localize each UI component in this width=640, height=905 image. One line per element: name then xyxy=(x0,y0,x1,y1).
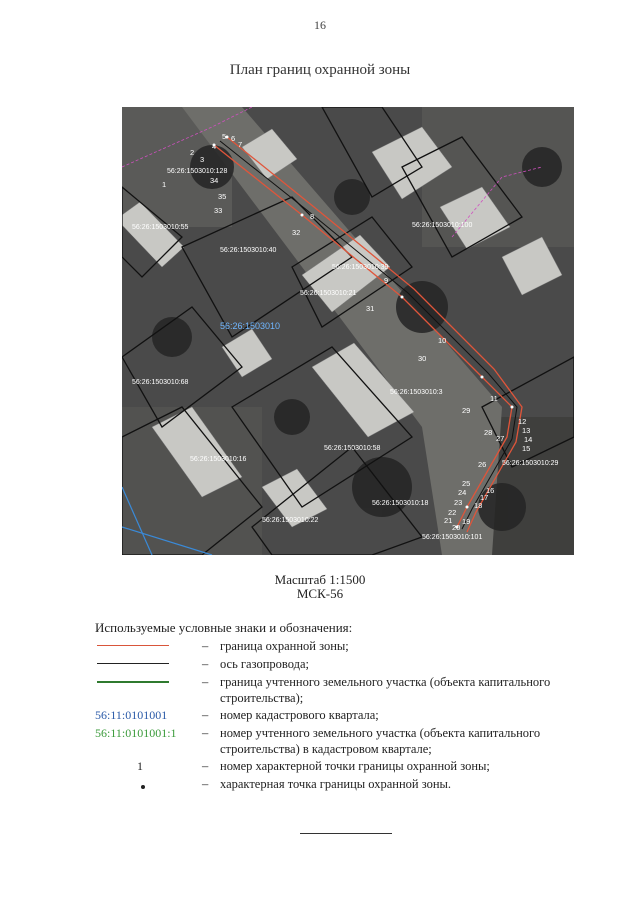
legend xyxy=(95,638,595,794)
aerial-map xyxy=(122,107,574,555)
point-label: 16 xyxy=(486,486,495,495)
legend-row-point-marker: – характерная точка границы охранной зоны. xyxy=(95,776,595,793)
point-label: 33 xyxy=(214,206,223,215)
map-svg xyxy=(122,107,574,555)
point-label: 24 xyxy=(458,488,467,497)
parcel-label: 56:26:1503010:21 xyxy=(300,290,357,297)
point-label: 13 xyxy=(522,426,531,435)
parcel-label: 56:26:1503010:58 xyxy=(324,445,381,452)
point-number-sample: 1 xyxy=(137,759,143,773)
point-label: 15 xyxy=(522,444,531,453)
legend-desc: номер учтенного земельного участка (объекта капитального строительства) в кадастровом квартале; xyxy=(220,726,541,756)
page-number: 16 xyxy=(314,18,326,32)
legend-title: Используемые условные знаки и обозначения: xyxy=(95,620,353,635)
legend-desc: номер характерной точки границы охранной зоны; xyxy=(220,759,490,773)
point-label: 19 xyxy=(462,517,471,526)
point-label: 20 xyxy=(452,523,461,532)
legend-row-parcel-boundary: – граница учтенного земельного участка (объекта капитального строительства); xyxy=(95,674,595,706)
parcel-label: 56:26:1503010:3 xyxy=(390,389,443,396)
parcel-label: 56:26:1503010:39 xyxy=(332,264,389,271)
point-label: 35 xyxy=(218,192,227,201)
point-label: 27 xyxy=(496,434,505,443)
point-label: 25 xyxy=(462,479,471,488)
parcel-label: 56:26:1503010:68 xyxy=(132,379,189,386)
point-label: 17 xyxy=(480,493,489,502)
legend-row-point-number: 1 – номер характерной точки границы охранной зоны; xyxy=(95,758,595,775)
point-label: 21 xyxy=(444,516,453,525)
dot-symbol xyxy=(95,776,175,792)
scale-block xyxy=(0,573,640,601)
parcel-label: 56:26:1503010:128 xyxy=(167,168,228,175)
parcel-label: 56:26:1503010:101 xyxy=(422,534,483,541)
point-label: 32 xyxy=(292,228,301,237)
scale-ratio: Масштаб 1:1500 xyxy=(274,572,366,587)
point-label: 22 xyxy=(448,508,457,517)
point-label: 2 xyxy=(190,148,195,157)
point-label: 34 xyxy=(210,176,219,185)
point-label: 6 xyxy=(231,134,236,143)
point-label: 30 xyxy=(418,354,427,363)
point-label: 3 xyxy=(200,155,205,164)
black-line-symbol xyxy=(95,656,175,672)
point-label: 4 xyxy=(212,142,217,151)
point-label: 10 xyxy=(438,336,447,345)
point-label: 28 xyxy=(484,428,493,437)
parcel-label: 56:26:1503010:100 xyxy=(412,222,473,229)
point-label: 14 xyxy=(524,435,533,444)
quarter-code-sample: 56:11:0101001 xyxy=(95,708,168,722)
point-label: 31 xyxy=(366,304,375,313)
legend-row-parcel-number: 56:11:0101001:1 – номер учтенного земельного участка (объекта капитального строительства) в кадастровом квартале; xyxy=(95,725,595,757)
parcel-label: 56:26:1503010:40 xyxy=(220,247,277,254)
legend-desc: граница охранной зоны; xyxy=(220,639,349,653)
green-line-symbol xyxy=(95,674,175,690)
legend-desc: граница учтенного земельного участка (объекта капитального строительства); xyxy=(220,675,551,705)
legend-row-pipeline-axis: – ось газопровода; xyxy=(95,656,595,673)
point-label: 26 xyxy=(478,460,487,469)
point-label: 18 xyxy=(474,501,483,510)
legend-desc: характерная точка границы охранной зоны. xyxy=(220,777,452,791)
point-label: 11 xyxy=(490,394,498,403)
point-label: 23 xyxy=(454,498,463,507)
parcel-code-sample: 56:11:0101001:1 xyxy=(95,726,177,740)
point-label: 8 xyxy=(310,212,315,221)
point-label: 29 xyxy=(462,406,471,415)
legend-desc: номер кадастрового квартала; xyxy=(220,708,379,722)
coordinate-system: МСК-56 xyxy=(296,586,344,601)
parcel-label: 56:26:1503010:22 xyxy=(262,517,319,524)
legend-row-zone-boundary: – граница охранной зоны; xyxy=(95,638,595,655)
point-label: 5 xyxy=(222,132,227,141)
point-label: 1 xyxy=(162,180,167,189)
point-label: 9 xyxy=(384,276,389,285)
parcel-label: 56:26:1503010:16 xyxy=(190,456,247,463)
quarter-label: 56:26:1503010 xyxy=(220,321,281,331)
footer-rule xyxy=(300,833,392,834)
parcel-label: 56:26:1503010:55 xyxy=(132,224,189,231)
red-line-symbol xyxy=(95,638,175,654)
parcel-label: 56:26:1503010:29 xyxy=(502,460,559,467)
legend-desc: ось газопровода; xyxy=(220,657,310,671)
page-title: План границ охранной зоны xyxy=(229,62,411,78)
point-label: 7 xyxy=(238,140,243,149)
point-label: 12 xyxy=(518,417,527,426)
parcel-label: 56:26:1503010:18 xyxy=(372,500,429,507)
legend-row-quarter-number: 56:11:0101001 – номер кадастрового квартала; xyxy=(95,707,595,724)
